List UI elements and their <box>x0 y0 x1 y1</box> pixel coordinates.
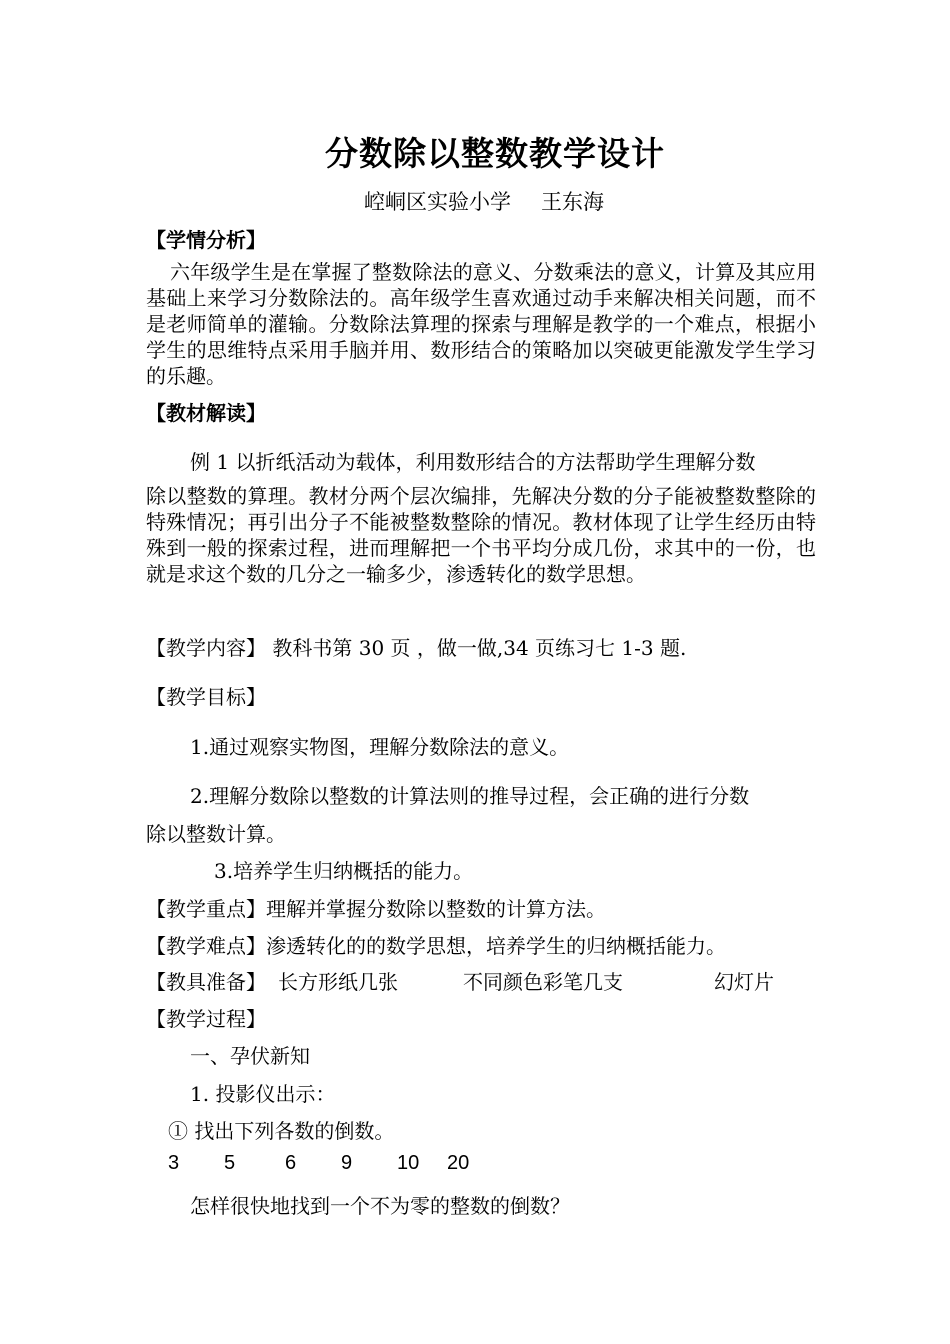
task-1: ① 找出下列各数的倒数。 <box>168 1119 395 1143</box>
mubiao-item-1: 1.通过观察实物图，理解分数除法的意义。 <box>190 735 570 759</box>
zhunbei-label: 【教具准备】 <box>146 970 266 994</box>
step-1: 一、孕伏新知 <box>190 1044 310 1068</box>
question-line: 怎样很快地找到一个不为零的整数的倒数？ <box>190 1194 570 1218</box>
number-item: 5 <box>224 1152 236 1174</box>
section-head-xueqing: 【学情分析】 <box>146 228 266 252</box>
mubiao-item-3: 3.培养学生归纳概括的能力。 <box>214 859 474 883</box>
section-head-mubiao: 【教学目标】 <box>146 685 266 709</box>
number-list <box>168 1152 469 1175</box>
number-item: 9 <box>341 1152 353 1174</box>
document-title: 分数除以整数教学设计 <box>325 134 665 173</box>
mubiao-item-2a: 2.理解分数除以整数的计算法则的推导过程，会正确的进行分数 <box>190 784 750 808</box>
zhunbei-item-1: 长方形纸几张 <box>278 970 398 994</box>
number-item: 20 <box>447 1152 470 1174</box>
section-head-guocheng: 【教学过程】 <box>146 1007 266 1031</box>
jiaocai-line-1: 例 1 以折纸活动为载体，利用数形结合的方法帮助学生理解分数 <box>190 450 756 474</box>
zhongdian-line: 【教学重点】理解并掌握分数除以整数的计算方法。 <box>146 897 606 921</box>
xueqing-paragraph: 六年级学生是在掌握了整数除法的意义、分数乘法的意义，计算及其应用基础上来学习分数除法的。高年级学生喜欢通过动手来解决相关问题，而不是老师简单的灌输。分数除法算理的探索与理解是教学的一个难点，根据小学生的思维特点采用手脑并用、数形结合的策略加以突破更能激发学生学习的乐趣。 <box>146 260 816 388</box>
author-school: 崆峒区实验小学 <box>364 190 511 214</box>
mubiao-item-2b: 除以整数计算。 <box>146 822 286 846</box>
number-item: 10 <box>397 1152 420 1174</box>
nandian-line: 【教学难点】渗透转化的的数学思想，培养学生的归纳概括能力。 <box>146 934 726 958</box>
neirong-line: 【教学内容】 教科书第 30 页 ，做一做,34 页练习七 1-3 题. <box>146 636 687 660</box>
step-1-1: 1. 投影仪出示： <box>190 1082 336 1106</box>
number-item: 3 <box>168 1152 180 1174</box>
number-item: 6 <box>285 1152 297 1174</box>
zhunbei-item-3: 幻灯片 <box>714 970 774 994</box>
section-head-jiaocai: 【教材解读】 <box>146 401 266 425</box>
jiaocai-paragraph: 除以整数的算理。教材分两个层次编排，先解决分数的分子能被整数整除的特殊情况；再引出分子不能被整数整除的情况。教材体现了让学生经历由特殊到一般的探索过程，进而理解把一个书平均分成几份，求其中的一份，也就是求这个数的几分之一输多少，渗透转化的数学思想。 <box>146 484 816 586</box>
author-line <box>364 186 604 216</box>
author-name: 王东海 <box>541 190 604 214</box>
zhunbei-item-2: 不同颜色彩笔几支 <box>463 970 623 994</box>
